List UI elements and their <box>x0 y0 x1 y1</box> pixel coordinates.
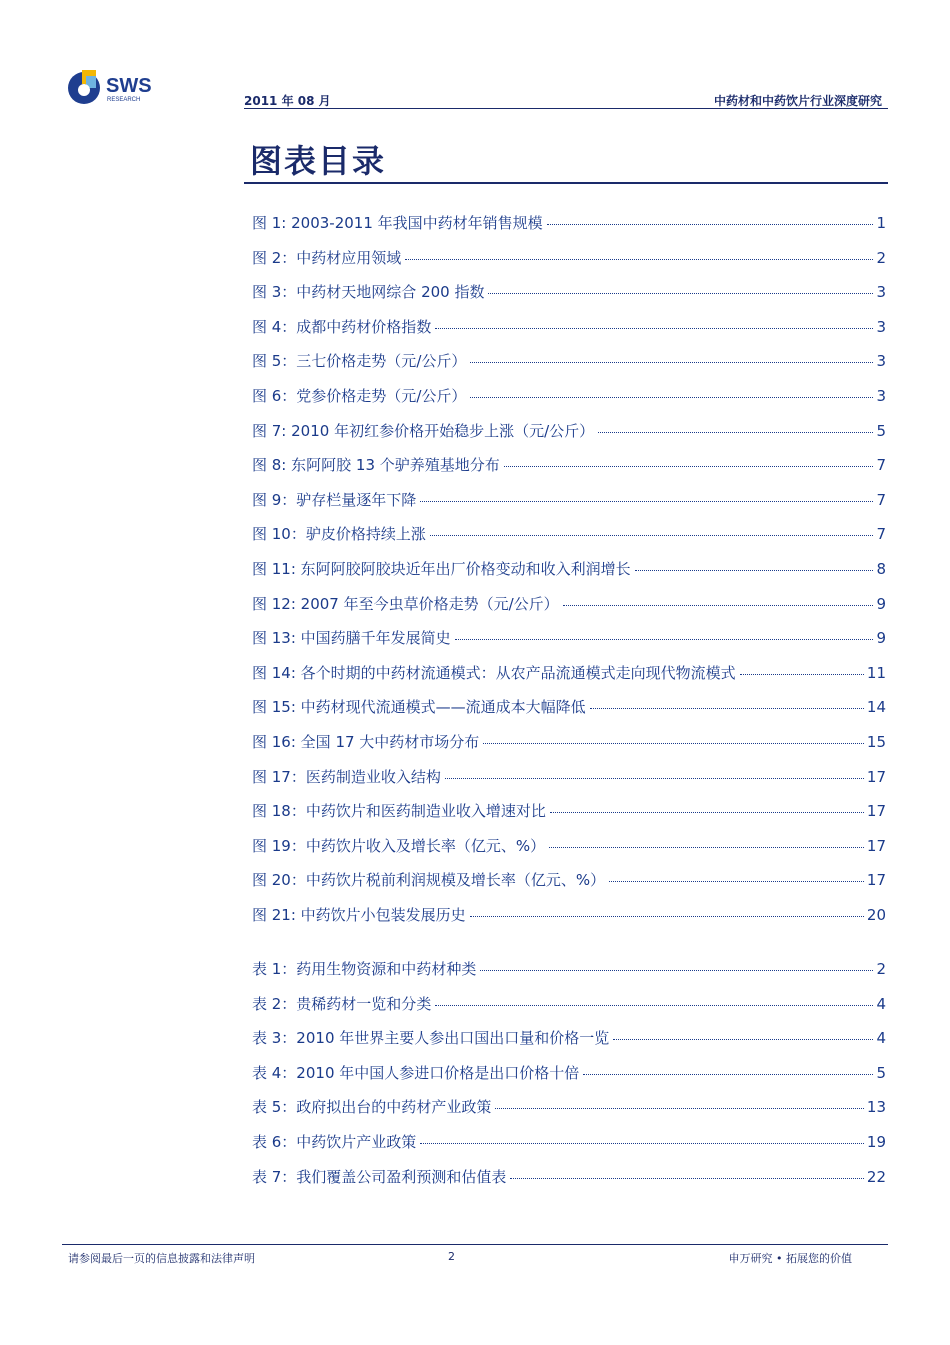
toc-page: 2 <box>876 960 886 978</box>
toc-page: 4 <box>876 1029 886 1048</box>
toc-item-table-4[interactable] <box>252 1062 886 1097</box>
footer-page-number: 2 <box>448 1250 455 1263</box>
toc-leader <box>470 362 873 363</box>
toc-label: 表 2：贵稀药材一览和分类 <box>252 994 432 1013</box>
footer-slogan: 申万研究 • 拓展您的价值 <box>728 1252 852 1265</box>
toc-label: 图 6：党参价格走势（元/公斤） <box>252 386 467 405</box>
toc-leader <box>549 847 864 848</box>
toc-item-figure-2[interactable] <box>252 247 886 282</box>
toc-item-figure-6[interactable] <box>252 385 886 420</box>
toc-page: 8 <box>876 559 886 578</box>
toc-page: 3 <box>876 283 886 302</box>
toc-page: 5 <box>876 421 886 440</box>
toc-item-figure-13[interactable] <box>252 627 886 662</box>
toc-item-figure-18[interactable] <box>252 800 886 835</box>
toc-label: 图 18：中药饮片和医药制造业收入增速对比 <box>252 802 546 821</box>
toc-page: 7 <box>876 525 886 544</box>
toc-leader <box>510 1178 864 1179</box>
toc-label: 表 3：2010 年世界主要人参出口国出口量和价格一览 <box>252 1029 610 1048</box>
toc-leader <box>430 535 874 536</box>
toc-item-figure-8[interactable] <box>252 454 886 489</box>
toc-page: 19 <box>866 1132 886 1151</box>
toc-label: 图 9：驴存栏量逐年下降 <box>252 490 417 509</box>
figure-list <box>252 212 886 938</box>
title-divider <box>244 182 888 184</box>
toc-item-figure-7[interactable] <box>252 420 886 455</box>
toc-leader <box>740 674 864 675</box>
table-list <box>252 958 886 1200</box>
toc-page: 9 <box>876 594 886 613</box>
toc-page: 17 <box>866 767 886 786</box>
header-divider <box>244 108 888 109</box>
toc-label: 表 4：2010 年中国人参进口价格是出口价格十倍 <box>252 1063 580 1082</box>
toc-item-figure-5[interactable] <box>252 350 886 385</box>
toc-item-table-2[interactable] <box>252 993 886 1028</box>
toc-item-table-3[interactable] <box>252 1027 886 1062</box>
toc-label: 图 5：三七价格走势（元/公斤） <box>252 352 467 371</box>
toc-item-figure-12[interactable] <box>252 593 886 628</box>
toc-page: 5 <box>876 1063 886 1082</box>
toc-page: 14 <box>866 698 886 717</box>
toc-page: 17 <box>866 802 886 821</box>
logo-text: SWS <box>106 75 152 97</box>
toc-label: 图 16: 全国 17 大中药材市场分布 <box>252 732 480 751</box>
toc-leader <box>420 1143 864 1144</box>
toc-page: 17 <box>866 836 886 855</box>
toc-label: 图 14: 各个时期的中药材流通模式：从农产品流通模式走向现代物流模式 <box>252 663 736 682</box>
toc-item-table-5[interactable] <box>252 1096 886 1131</box>
report-date: 2011 年 08 月 <box>244 94 331 108</box>
toc-leader <box>488 293 873 294</box>
toc-page: 7 <box>876 490 886 509</box>
sws-logo-icon <box>66 68 176 108</box>
toc-leader <box>550 812 864 813</box>
toc-item-figure-15[interactable] <box>252 696 886 731</box>
toc-leader <box>613 1039 873 1040</box>
toc-label: 图 1: 2003-2011 年我国中药材年销售规模 <box>252 214 543 232</box>
toc-item-figure-9[interactable] <box>252 489 886 524</box>
toc-item-figure-11[interactable] <box>252 558 886 593</box>
footer-divider <box>62 1244 888 1245</box>
toc-leader <box>405 259 873 260</box>
toc-leader <box>455 639 874 640</box>
toc-page: 15 <box>866 732 886 751</box>
toc-label: 表 7：我们覆盖公司盈利预测和估值表 <box>252 1167 507 1186</box>
toc-leader <box>563 605 874 606</box>
toc-item-figure-14[interactable] <box>252 662 886 697</box>
toc-leader <box>547 224 874 225</box>
toc-label: 图 19：中药饮片收入及增长率（亿元、%） <box>252 836 546 855</box>
toc-label: 表 1：药用生物资源和中药材种类 <box>252 960 477 978</box>
toc-page: 3 <box>876 386 886 405</box>
toc-leader <box>635 570 874 571</box>
toc-item-figure-21[interactable] <box>252 904 886 939</box>
toc-leader <box>445 778 864 779</box>
toc-leader <box>435 1005 873 1006</box>
toc-label: 图 10：驴皮价格持续上涨 <box>252 525 426 544</box>
toc-label: 图 13: 中国药膳千年发展简史 <box>252 629 451 648</box>
toc-label: 图 3：中药材天地网综合 200 指数 <box>252 283 485 302</box>
toc-leader <box>590 708 864 709</box>
toc-page: 7 <box>876 456 886 475</box>
toc-item-figure-3[interactable] <box>252 281 886 316</box>
toc-leader <box>483 743 864 744</box>
toc-page: 3 <box>876 352 886 371</box>
toc-page: 2 <box>876 248 886 267</box>
toc-label: 图 7: 2010 年初红参价格开始稳步上涨（元/公斤） <box>252 421 595 440</box>
report-title: 中药材和中药饮片行业深度研究 <box>713 94 882 108</box>
toc-item-figure-16[interactable] <box>252 731 886 766</box>
toc-item-table-6[interactable] <box>252 1131 886 1166</box>
toc-label: 图 2：中药材应用领域 <box>252 248 402 267</box>
toc-label: 图 11: 东阿阿胶阿胶块近年出厂价格变动和收入利润增长 <box>252 559 631 578</box>
toc-page: 1 <box>876 214 886 232</box>
toc-label: 图 21: 中药饮片小包装发展历史 <box>252 905 466 924</box>
toc-leader <box>495 1108 864 1109</box>
toc-item-figure-20[interactable] <box>252 869 886 904</box>
toc-item-figure-4[interactable] <box>252 316 886 351</box>
toc-leader <box>435 328 873 329</box>
toc-page: 9 <box>876 629 886 648</box>
toc-label: 表 6：中药饮片产业政策 <box>252 1132 417 1151</box>
toc-page: 4 <box>876 994 886 1013</box>
toc-label: 图 4：成都中药材价格指数 <box>252 317 432 336</box>
toc-leader <box>470 916 864 917</box>
toc-page: 17 <box>866 871 886 890</box>
toc-item-table-1[interactable] <box>252 958 886 993</box>
toc-leader <box>480 970 873 971</box>
toc-page: 20 <box>866 905 886 924</box>
toc-item-table-7[interactable] <box>252 1166 886 1201</box>
toc-label: 图 20：中药饮片税前利润规模及增长率（亿元、%） <box>252 871 606 890</box>
toc-label: 图 8: 东阿阿胶 13 个驴养殖基地分布 <box>252 456 500 475</box>
sws-logo <box>66 68 176 108</box>
toc-item-figure-10[interactable] <box>252 523 886 558</box>
toc-page: 3 <box>876 317 886 336</box>
footer-disclaimer: 请参阅最后一页的信息披露和法律声明 <box>68 1252 255 1265</box>
toc-leader <box>598 432 873 433</box>
toc-page: 11 <box>866 663 886 682</box>
toc-leader <box>609 881 864 882</box>
toc-label: 图 15: 中药材现代流通模式——流通成本大幅降低 <box>252 698 586 717</box>
toc-label: 图 12: 2007 年至今虫草价格走势（元/公斤） <box>252 594 559 613</box>
toc-label: 图 17：医药制造业收入结构 <box>252 767 441 786</box>
logo-subtext: RESEARCH <box>107 97 141 103</box>
toc-item-figure-17[interactable] <box>252 766 886 801</box>
toc-leader <box>504 466 874 467</box>
toc-leader <box>583 1074 873 1075</box>
toc-item-figure-1[interactable] <box>252 212 886 247</box>
toc-label: 表 5：政府拟出台的中药材产业政策 <box>252 1098 492 1117</box>
toc-leader <box>470 397 873 398</box>
toc-page: 22 <box>866 1167 886 1186</box>
toc-item-figure-19[interactable] <box>252 835 886 870</box>
toc-page: 13 <box>866 1098 886 1117</box>
toc-leader <box>420 501 873 502</box>
page-title: 图表目录 <box>250 142 387 180</box>
